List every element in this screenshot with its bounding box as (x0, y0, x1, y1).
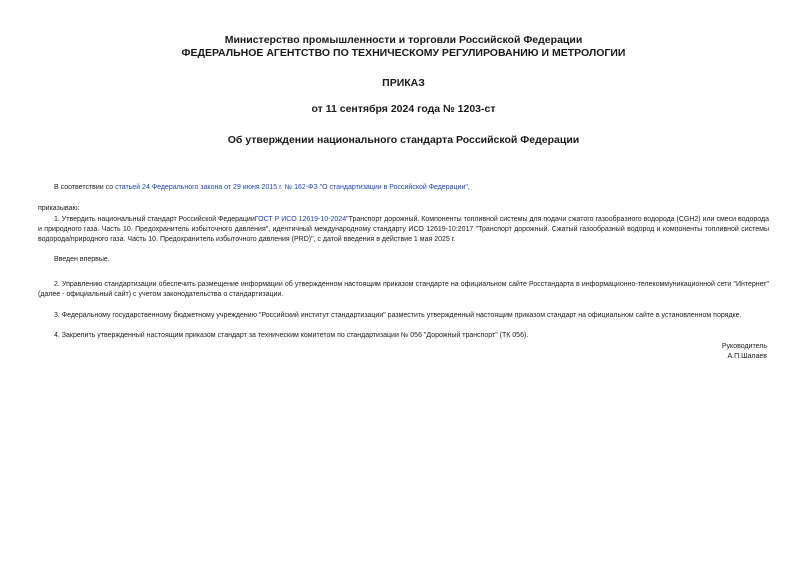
gost-standard-link[interactable]: ГОСТ Р ИСО 12619-10-2024 (254, 216, 347, 223)
signature-position: Руководитель (721, 343, 767, 350)
order-date: от 11 сентября 2024 года № 1203-ст (311, 103, 496, 115)
ministry-name: Министерство промышленности и торговли Российской Федерации (224, 34, 583, 46)
agency-name: ФЕДЕРАЛЬНОЕ АГЕНТСТВО ПО ТЕХНИЧЕСКОМУ РЕГУЛИРОВАНИЮ И МЕТРОЛОГИИ (181, 47, 626, 59)
item-3-paragraph: 3. Федеральному государственному бюджетному учреждению "Российский институт стандартизации" разместить утвержденный настоящим приказом стандарт на официальном сайте в установленном порядке. (54, 312, 742, 319)
first-time-note: Введен впервые. (54, 256, 110, 263)
document-body (38, 183, 769, 341)
order-title: ПРИКАЗ (382, 77, 425, 89)
signature-block (722, 342, 767, 362)
basis-suffix: , (467, 184, 470, 191)
signature-name: А.П.Шалаев (727, 353, 767, 360)
basis-prefix: В соответствии со (54, 184, 116, 191)
item-1-paragraph (38, 215, 769, 245)
item-1-text: "Транспорт дорожный. Компоненты топливной системы для подачи сжатого газообразного водорода (CGH2) или смеси водорода и природного газа. Часть 10. Предохранитель избыточного давления", идентичный международному стандарту ИСО 12619-10:2017 "Транспорт дорожный. Сжатый газообразный водород и компоненты топливной системы водорода/природного газа. Часть 10. Предохранитель избыточного давления (PRD)", с датой введения в действие 1 мая 2025 г. (38, 216, 769, 243)
item-2-paragraph: 2. Управлению стандартизации обеспечить размещение информации об утвержденном настоящим приказом стандарте на официальном сайте Росстандарта в информационно-телекоммуникационной сети "Интернет" (далее - официальный сайт) с учетом законодательства о стандартизации. (38, 281, 769, 298)
item-1-prefix: 1. Утвердить национальный стандарт Российской Федерации (54, 216, 255, 223)
item-4-paragraph: 4. Закрепить утвержденный настоящим приказом стандарт за техническим комитетом по стандартизации № 056 "Дорожный транспорт" (ТК 056). (54, 332, 529, 339)
document-page (38, 34, 769, 341)
document-subject: Об утверждении национального стандарта Российской Федерации (227, 134, 580, 146)
basis-paragraph (38, 183, 769, 193)
federal-law-link[interactable]: статьей 24 Федерального закона от 29 июня 2015 г. № 162-ФЗ "О стандартизации в Российской Федерации" (115, 184, 468, 191)
order-word: приказываю: (38, 205, 80, 212)
